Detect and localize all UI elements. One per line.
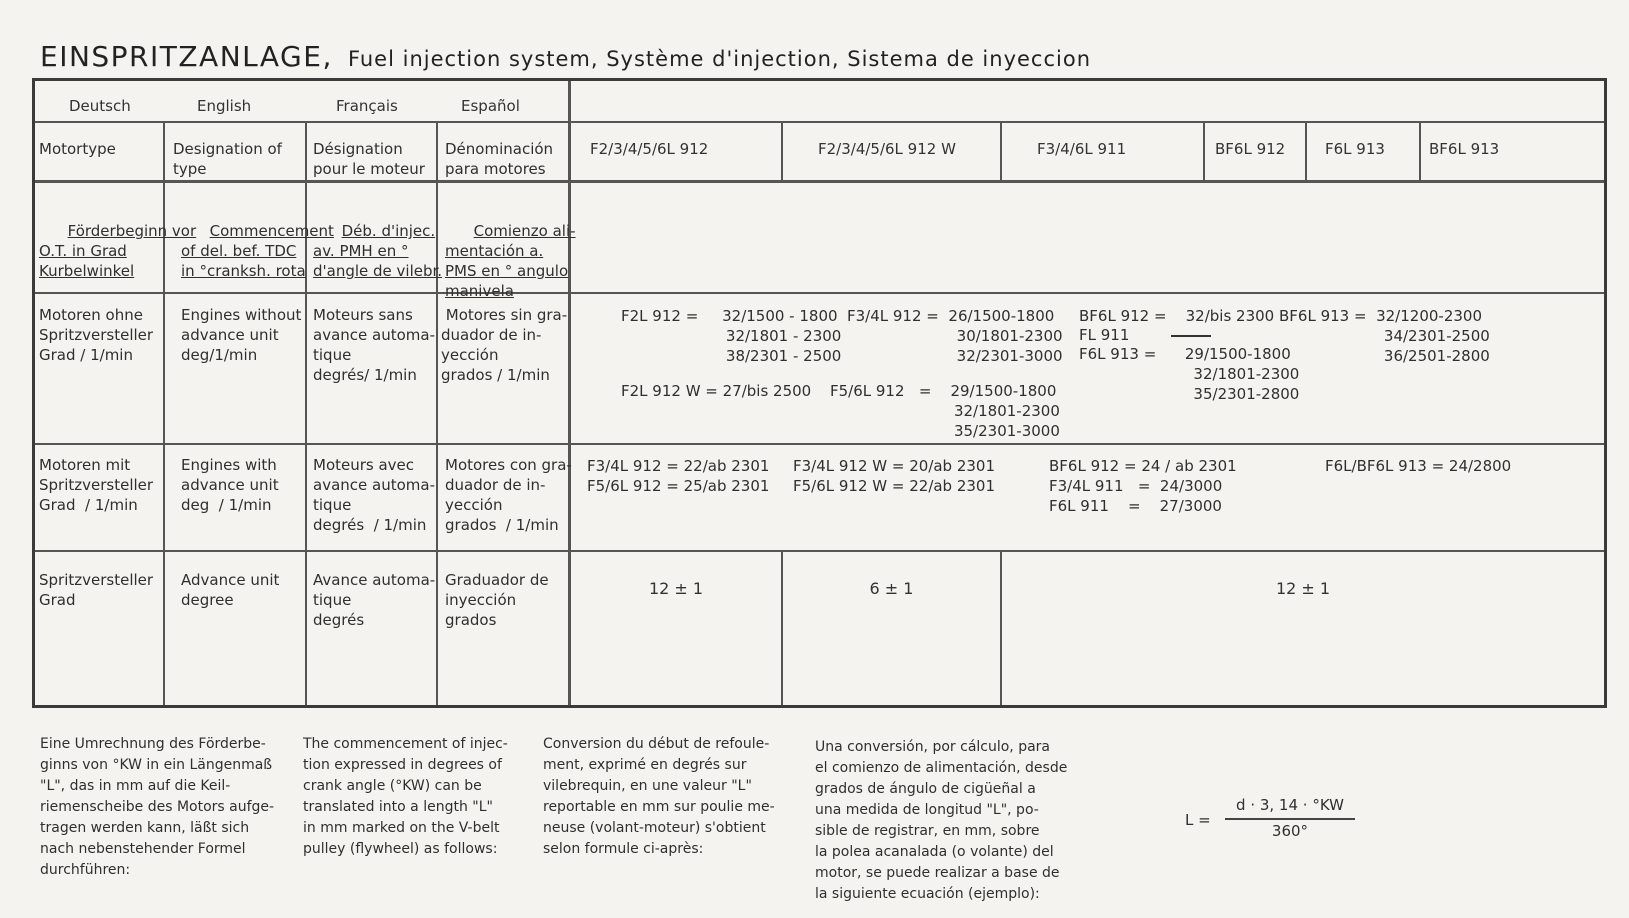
with-advance-col1: F3/4L 912 = 22/ab 2301 F5/6L 912 = 25/ab 2301 <box>587 457 770 495</box>
value-f34l-912: F3/4L 912 = 26/1500-1800 30/1801-2300 32/2301-3000 <box>847 307 1063 365</box>
page-title <box>40 40 1091 73</box>
advance-value-3: 12 ± 1 <box>1275 579 1331 598</box>
motor-type-4: BF6L 912 <box>1215 140 1286 158</box>
advance-unit-es: Graduador de inyección grados <box>445 571 549 629</box>
motor-type-6: BF6L 913 <box>1429 140 1500 158</box>
col-divider <box>1305 121 1307 183</box>
formula-denominator: 360° <box>1271 822 1309 840</box>
dash-line <box>1171 335 1211 337</box>
advance-value-1: 12 ± 1 <box>648 579 704 598</box>
value-bf6l-913: BF6L 913 = 32/1200-2300 34/2301-2500 36/2501-2800 <box>1279 307 1490 365</box>
value-f2l-912: F2L 912 = 32/1500 - 1800 32/1801 - 2300 38/2301 - 2500 <box>621 307 842 365</box>
col-divider <box>781 550 783 705</box>
formula-lhs: L = <box>1185 811 1211 829</box>
footer-es: Una conversión, por cálculo, para el comienzo de alimentación, desde grados de ángulo de cigüeñal a una medida de longitud "L", po- sible de registrar, en mm, sobre la polea acanalada (o volante) del motor, se puede realizar a base de la siguiente ecuación (ejemplo): <box>815 739 1068 902</box>
col-divider <box>1203 121 1205 183</box>
value-f6l-913: F6L 913 = 29/1500-1800 32/1801-2300 35/2301-2800 <box>1079 345 1300 403</box>
row-divider <box>35 180 1604 183</box>
commencement-es: Comienzo ali- mentación a. PMS en ° angulo manivela <box>445 222 576 300</box>
footer-de: Eine Umrechnung des Förderbe- ginns von °KW in ein Längenmaß "L", das in mm auf die Keil- riemenscheibe des Motors aufge- tragen werden kann, läßt sich nach nebenstehender Formel durchführen: <box>40 736 275 878</box>
title-sub: Fuel injection system, Système d'injection, Sistema de inyeccion <box>347 47 1092 71</box>
commencement-de: Förderbeginn vor O.T. in Grad Kurbelwinkel <box>39 222 197 280</box>
value-fl-911: FL 911 <box>1079 326 1130 344</box>
footer-en: The commencement of injec- tion expressed in degrees of crank angle (°KW) can be translated into a length "L" in mm marked on the V-belt pulley (flywheel) as follows: <box>303 736 508 857</box>
with-advance-fr: Moteurs avec avance automa- tique degrés / 1/min <box>313 456 435 534</box>
commencement-en: Commencement of del. bef. TDC in °cranksh. rota <box>181 222 334 280</box>
footer-fr: Conversion du début de refoule- ment, exprimé en degrés sur vilebrequin, en une valeur "L" reportable en mm sur poulie me- neuse (volant-moteur) s'obtient selon formule ci-après: <box>543 736 775 857</box>
lang-es: Español <box>461 97 520 115</box>
motor-type-5: F6L 913 <box>1325 140 1385 158</box>
with-advance-col3: BF6L 912 = 24 / ab 2301 F3/4L 911 = 24/3000 F6L 911 = 27/3000 <box>1049 457 1237 515</box>
without-advance-fr: Moteurs sans avance automa- tique degrés/ 1/min <box>313 306 435 384</box>
designation-fr: Désignation pour le moteur <box>313 140 425 178</box>
with-advance-col4: F6L/BF6L 913 = 24/2800 <box>1325 457 1512 475</box>
with-advance-en: Engines with advance unit deg / 1/min <box>181 456 279 514</box>
with-advance-col2: F3/4L 912 W = 20/ab 2301 F5/6L 912 W = 22/ab 2301 <box>793 457 996 495</box>
col-divider <box>1000 121 1002 183</box>
advance-unit-en: Advance unit degree <box>181 571 280 609</box>
designation-de: Motortype <box>39 140 116 158</box>
without-advance-en: Engines without advance unit deg/1/min <box>181 306 302 364</box>
advance-unit-fr: Avance automa- tique degrés <box>313 571 436 629</box>
formula-numerator: d · 3, 14 · °KW <box>1236 796 1344 814</box>
injection-table <box>32 78 1607 708</box>
without-advance-de: Motoren ohne Spritzversteller Grad / 1/min <box>39 306 154 364</box>
lang-fr: Français <box>336 97 398 115</box>
designation-en: Designation of type <box>173 140 282 178</box>
motor-type-1: F2/3/4/5/6L 912 <box>590 140 709 158</box>
fraction-bar <box>1225 818 1355 820</box>
value-bf6l-912: BF6L 912 = 32/bis 2300 <box>1079 307 1275 325</box>
commencement-fr: Déb. d'injec. av. PMH en ° d'angle de vilebr. <box>313 222 443 280</box>
title-main: EINSPRITZANLAGE, <box>40 40 333 73</box>
col-divider <box>1000 550 1002 705</box>
row-divider <box>35 121 1604 123</box>
value-f56l-912: F5/6L 912 = 29/1500-1800 32/1801-2300 35/2301-3000 <box>830 382 1060 440</box>
without-advance-es: Motores sin gra- duador de in- yección grados / 1/min <box>441 306 568 384</box>
value-f2l-912w: F2L 912 W = 27/bis 2500 <box>621 382 812 400</box>
designation-es: Dénominación para motores <box>445 140 554 178</box>
motor-type-3: F3/4/6L 911 <box>1037 140 1127 158</box>
lang-en: English <box>197 97 252 115</box>
col-divider <box>781 121 783 183</box>
advance-unit-de: Spritzversteller Grad <box>39 571 154 609</box>
col-divider <box>568 81 571 705</box>
with-advance-de: Motoren mit Spritzversteller Grad / 1/min <box>39 456 154 514</box>
col-divider <box>1419 121 1421 183</box>
row-divider <box>35 550 1604 552</box>
motor-type-2: F2/3/4/5/6L 912 W <box>818 140 956 158</box>
lang-de: Deutsch <box>69 97 131 115</box>
row-divider <box>35 443 1604 445</box>
with-advance-es: Motores con gra- duador de in- yección grados / 1/min <box>445 456 572 534</box>
advance-value-2: 6 ± 1 <box>869 579 914 598</box>
